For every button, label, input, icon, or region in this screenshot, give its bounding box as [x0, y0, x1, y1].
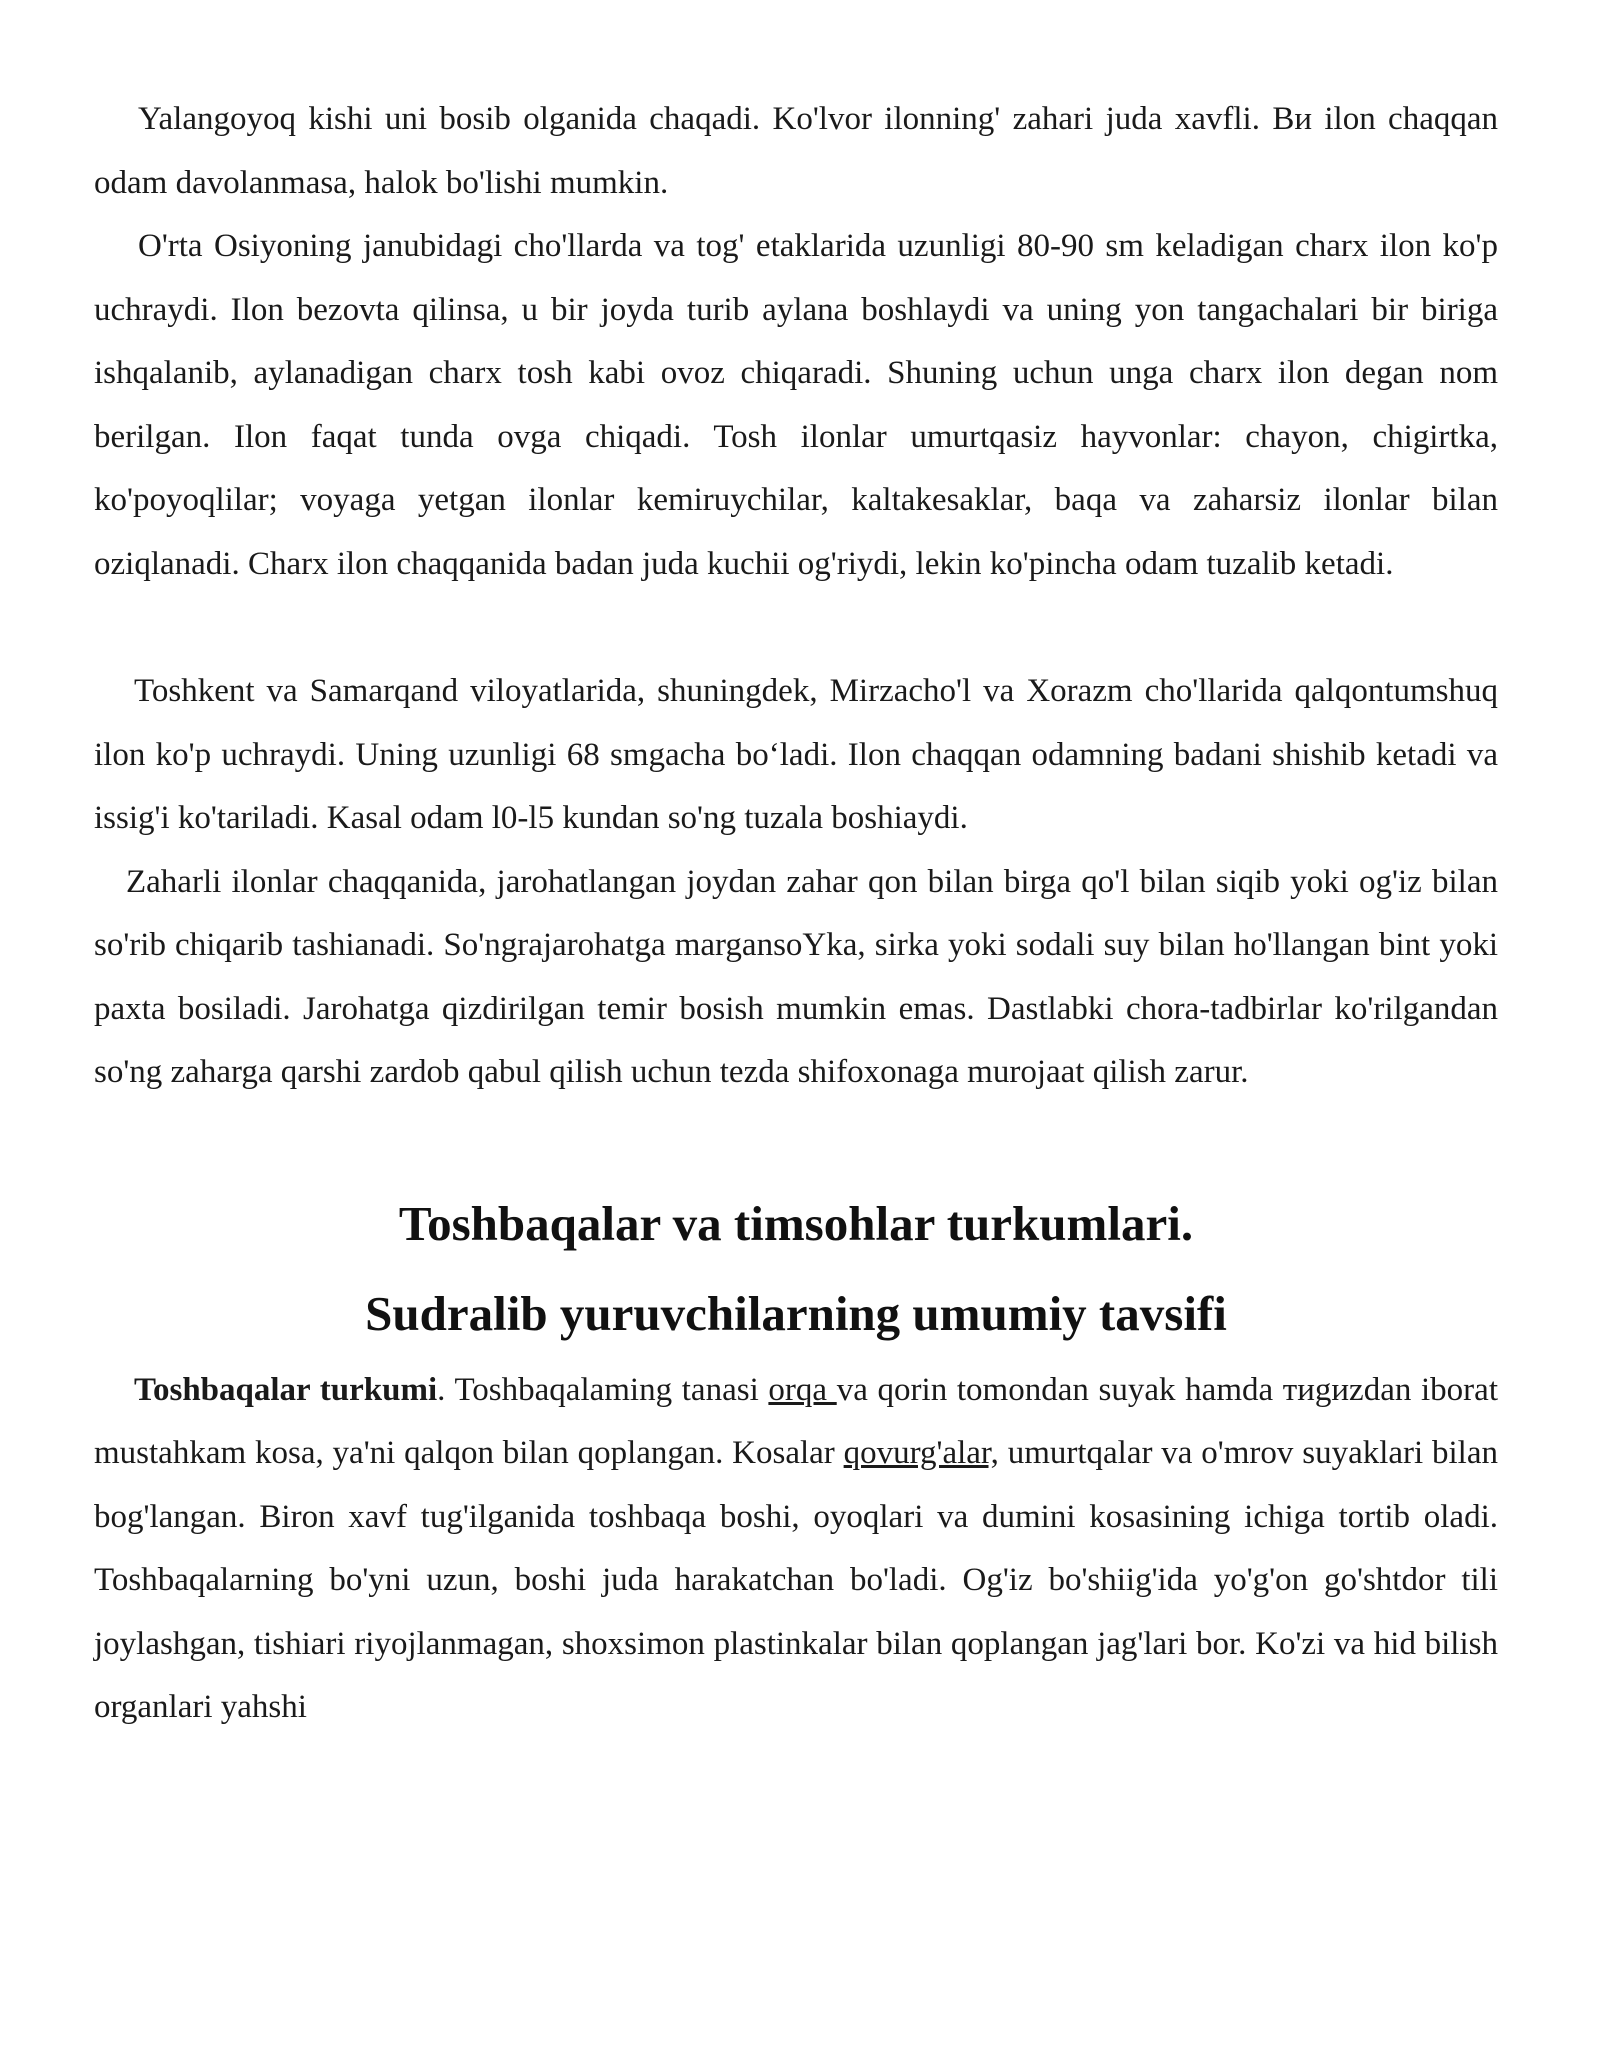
underlined-word: orqa — [768, 1371, 837, 1408]
paragraph-text: . Toshbaqalaming tanasi — [437, 1371, 769, 1408]
section-heading: Toshbaqalar va timsohlar turkumlari. — [398, 1195, 1194, 1251]
paragraph-venom: Yalangoyoq kishi uni bosib olganida chaqadi. Ko'lvor ilonning' zahari juda xavfli. Bи ilon chaqqan odam davolanmasa, halok bo'lishi mumkin. — [94, 101, 1498, 201]
underlined-word: qovurg'alar, — [843, 1435, 999, 1471]
paragraph-qalqontumshuq: Toshkent va Samarqand viloyatlarida, shuningdek, Mirzacho'l va Xorazm cho'llarida qalqontumshuq ilon ko'p uchraydi. Uning uzunligi 68 smgacha bo‘ladi. Ilon chaqqan odamning badani shishib ketadi va issig'i ko'tariladi. Kasal odam l0-l5 kundan so'ng tuzala boshiaydi. — [94, 673, 1498, 836]
blank-line — [94, 1105, 1498, 1169]
paragraph-charx-ilon: O'rta Osiyoning janubidagi cho'llarda va tog' etaklarida uzunligi 80-90 sm keladigan charx ilon ko'p uchraydi. Ilon bezovta qilinsa, u bir joyda turib aylana boshlaydi va uning yon tangachalari bir biriga ishqalanib, aylanadigan charx tosh kabi ovoz chiqaradi. Shuning uchun unga charx ilon degan nom berilgan. Ilon faqat tunda ovga chiqadi. Tosh ilonlar umurtqasiz hayvonlar: chayon, chigirtka, ko'poyoqlilar; voyaga yetgan ilonlar kemiruychilar, kaltakesaklar, baqa va zaharsiz ilonlar bilan oziqlanadi. Charx ilon chaqqanida badan juda kuchii og'riydi, lekin ko'pincha odam tuzalib ketadi. — [94, 228, 1498, 582]
paragraph-toshbaqalar — [94, 1359, 1498, 1740]
paragraph-first-aid: Zaharli ilonlar chaqqanida, jarohatlangan joydan zahar qon bilan birga qo'l bilan siqib yoki og'iz bilan so'rib chiqarib tashianadi. So'ngrajarohatga margansoYka, sirka yoki sodali suy bilan ho'llangan bint yoki paxta bosiladi. Jarohatga qizdirilgan temir bosish mumkin emas. Dastlabki chora-tadbirlar ko'rilgandan so'ng zaharga qarshi zardob qabul qilish uchun tezda shifoxonaga murojaat qilish zarur. — [94, 863, 1498, 1090]
section-subheading: Sudralib yuruvchilarning umumiy tavsifi — [365, 1285, 1227, 1341]
blank-line — [94, 596, 1498, 660]
paragraph-text: va qorin tomondan suyak hamda тиgиzdan iborat mustahkam kosa, ya'ni qalqon bilan qoplangan. Kosalar — [94, 1371, 1498, 1471]
paragraph-text: umurtqalar va o'mrov suyaklari bilan bog'langan. Biron xavf tug'ilganida toshbaqa boshi, oyoqlari va dumini kosasining ichiga tortib oladi. Toshbaqalarning bo'yni uzun, boshi juda harakatchan bo'ladi. Og'iz bo'shiig'ida yo'g'on go'shtdor tili joylashgan, tishiari riyojlanmagan, shoxsimon plastinkalar bilan qoplangan jag'lari bor. Ko'zi va hid bilish organlari yahshi — [94, 1435, 1499, 1725]
document-page — [94, 88, 1498, 1740]
bold-term: Toshbaqalar turkumi — [134, 1371, 438, 1408]
